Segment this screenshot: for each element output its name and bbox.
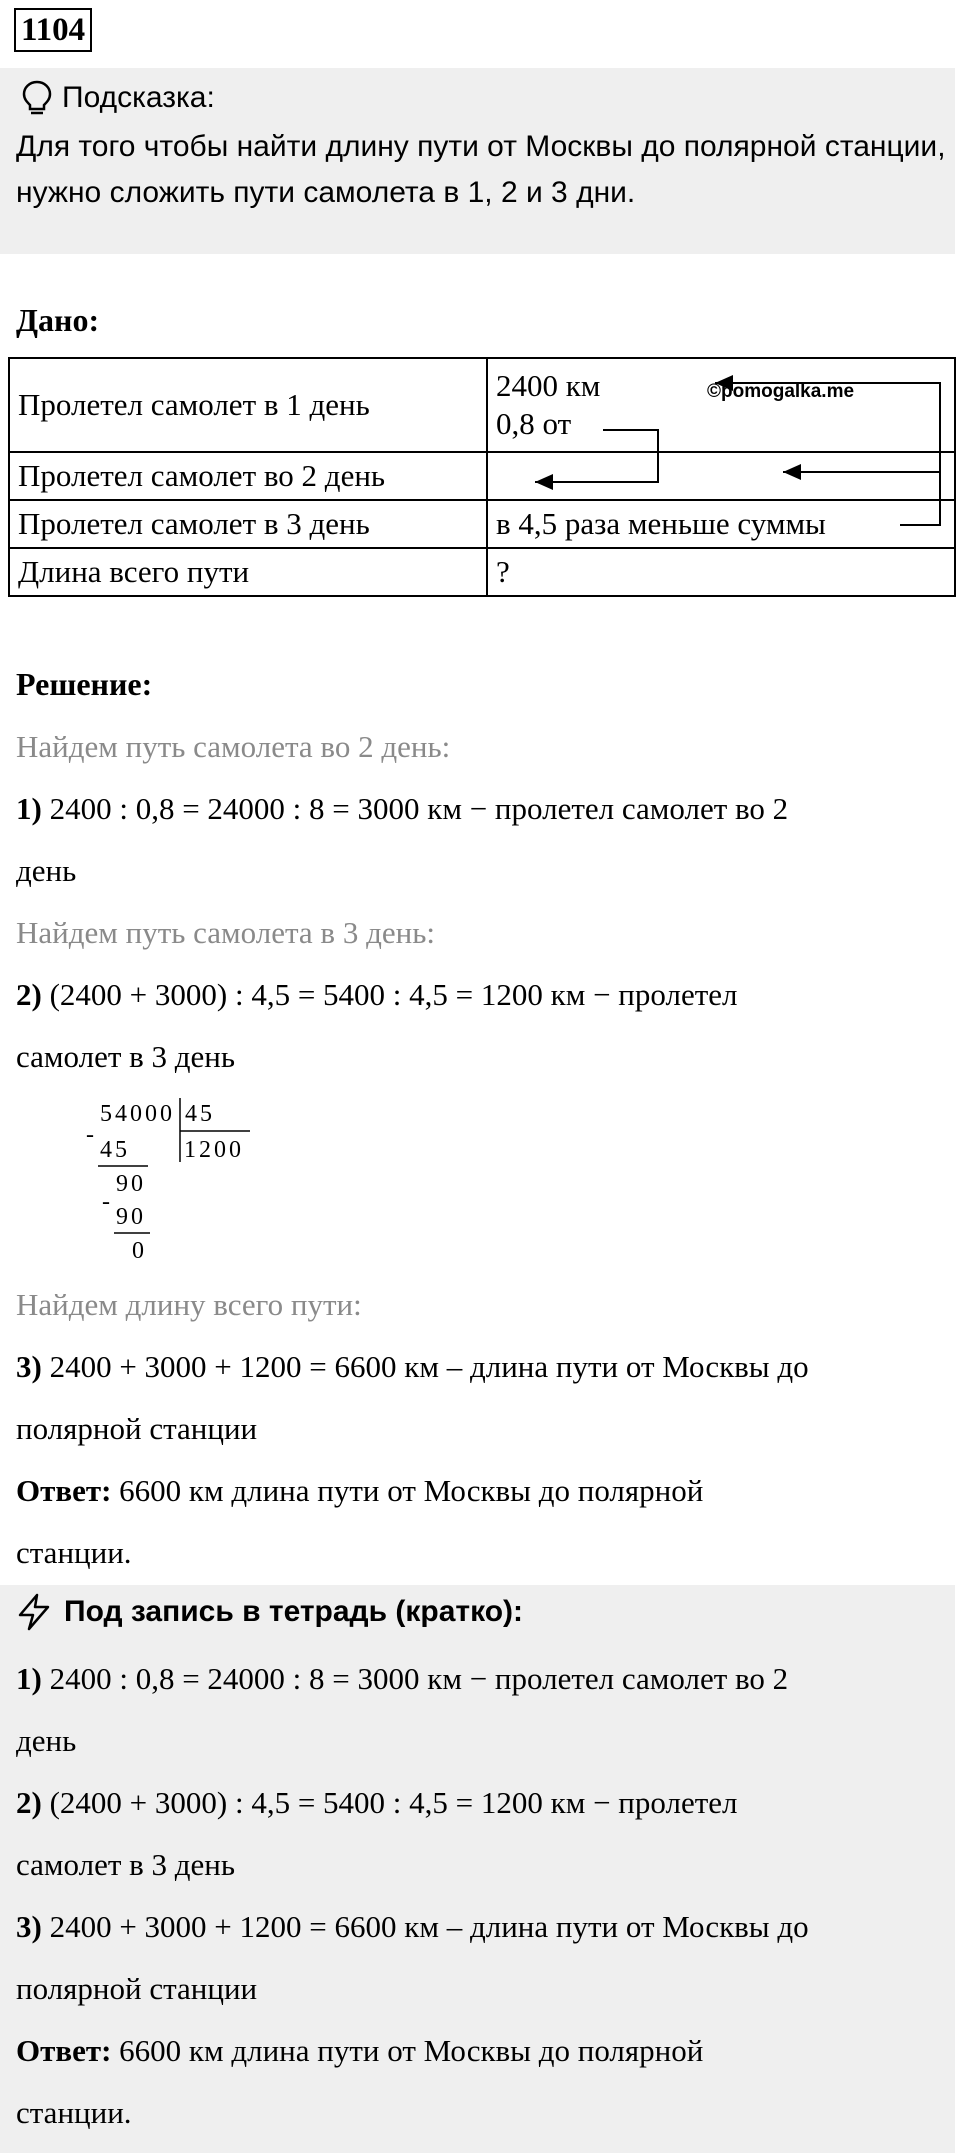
watermark: ©pomogalka.me bbox=[707, 381, 855, 402]
division-subtrahend: 45 bbox=[100, 1137, 130, 1163]
notebook-title-text: Под запись в тетрадь (кратко): bbox=[64, 1595, 524, 1628]
hint-text-part: Для того чтобы найти bbox=[16, 130, 326, 163]
step-number: 1) bbox=[16, 791, 42, 826]
row-label: Пролетел самолет в 3 день bbox=[9, 500, 487, 548]
hint-text-emphasis: сложить пути самолета в 1, 2 и 3 дни. bbox=[109, 176, 636, 209]
hint-title-text: Подсказка: bbox=[62, 81, 215, 114]
answer-label: Ответ: bbox=[16, 1473, 112, 1508]
row-label: Пролетел самолет в 1 день bbox=[9, 358, 487, 452]
row-value: в 4,5 раза меньше суммы bbox=[487, 500, 955, 548]
answer-label: Ответ: bbox=[16, 2033, 112, 2068]
answer-cont: станции. bbox=[16, 1535, 132, 1570]
step-text: 2400 : 0,8 = 24000 : 8 = 3000 км − пролетел самолет во 2 bbox=[41, 1661, 789, 1696]
answer-line bbox=[16, 1460, 946, 1522]
row-label: Пролетел самолет во 2 день bbox=[9, 452, 487, 500]
step-number: 3) bbox=[16, 1349, 42, 1384]
note-step1-cont: день bbox=[16, 1723, 77, 1758]
answer-text: 6600 км длина пути от Москвы до полярной bbox=[111, 2033, 704, 2068]
division-subtrahend: 90 bbox=[116, 1204, 146, 1230]
step-number: 2) bbox=[16, 1785, 42, 1820]
step-text: 2400 + 3000 + 1200 = 6600 км – длина пути от Москвы до bbox=[41, 1349, 809, 1384]
hint-text-part: , нужно bbox=[16, 130, 946, 209]
note-answer-line bbox=[16, 2020, 946, 2082]
note-step3-cont: полярной станции bbox=[16, 1971, 258, 2006]
note-step2-cont: самолет в 3 день bbox=[16, 1847, 236, 1882]
row-value-line: 2400 км bbox=[496, 368, 601, 403]
note-answer-cont: станции. bbox=[16, 2095, 132, 2130]
note-step2-line bbox=[16, 1772, 946, 1834]
step-text: (2400 + 3000) : 4,5 = 5400 : 4,5 = 1200 км − пролетел bbox=[41, 1785, 738, 1820]
step2-intro: Найдем путь самолета в 3 день: bbox=[16, 915, 435, 950]
step1-cont: день bbox=[16, 853, 77, 888]
lightning-icon bbox=[16, 1593, 52, 1631]
given-title: Дано: bbox=[16, 302, 100, 338]
step-text: 2400 + 3000 + 1200 = 6600 км – длина пути от Москвы до bbox=[41, 1909, 809, 1944]
step-number: 1) bbox=[16, 1661, 42, 1696]
step1-intro: Найдем путь самолета во 2 день: bbox=[16, 729, 451, 764]
division-minus: - bbox=[102, 1189, 113, 1215]
task-number: 1104 bbox=[14, 8, 92, 52]
note-step1-line bbox=[16, 1648, 946, 1710]
row-value-line: 0,8 от bbox=[496, 406, 572, 441]
division-divisor: 45 bbox=[185, 1101, 215, 1127]
row-label: Длина всего пути bbox=[9, 548, 487, 596]
division-quotient: 1200 bbox=[184, 1137, 244, 1163]
solution-title: Решение: bbox=[16, 666, 153, 702]
answer-text: 6600 км длина пути от Москвы до полярной bbox=[111, 1473, 704, 1508]
division-remainder: 90 bbox=[116, 1171, 146, 1197]
division-remainder: 0 bbox=[132, 1238, 147, 1264]
step3-line bbox=[16, 1336, 946, 1398]
hint-text-emphasis: длину пути от Москвы до полярной станции bbox=[325, 130, 938, 163]
notebook-title bbox=[16, 1592, 523, 1632]
step-text: (2400 + 3000) : 4,5 = 5400 : 4,5 = 1200 км − пролетел bbox=[41, 977, 738, 1012]
step3-cont: полярной станции bbox=[16, 1411, 258, 1446]
step-number: 2) bbox=[16, 977, 42, 1012]
step2-cont: самолет в 3 день bbox=[16, 1039, 236, 1074]
division-dividend: 54000 bbox=[100, 1101, 175, 1127]
note-step3-line bbox=[16, 1896, 946, 1958]
step-text: 2400 : 0,8 = 24000 : 8 = 3000 км − пролетел самолет во 2 bbox=[41, 791, 789, 826]
division-minus: - bbox=[86, 1122, 97, 1148]
step3-intro: Найдем длину всего пути: bbox=[16, 1287, 362, 1322]
row-value: ? bbox=[487, 548, 955, 596]
step-number: 3) bbox=[16, 1909, 42, 1944]
